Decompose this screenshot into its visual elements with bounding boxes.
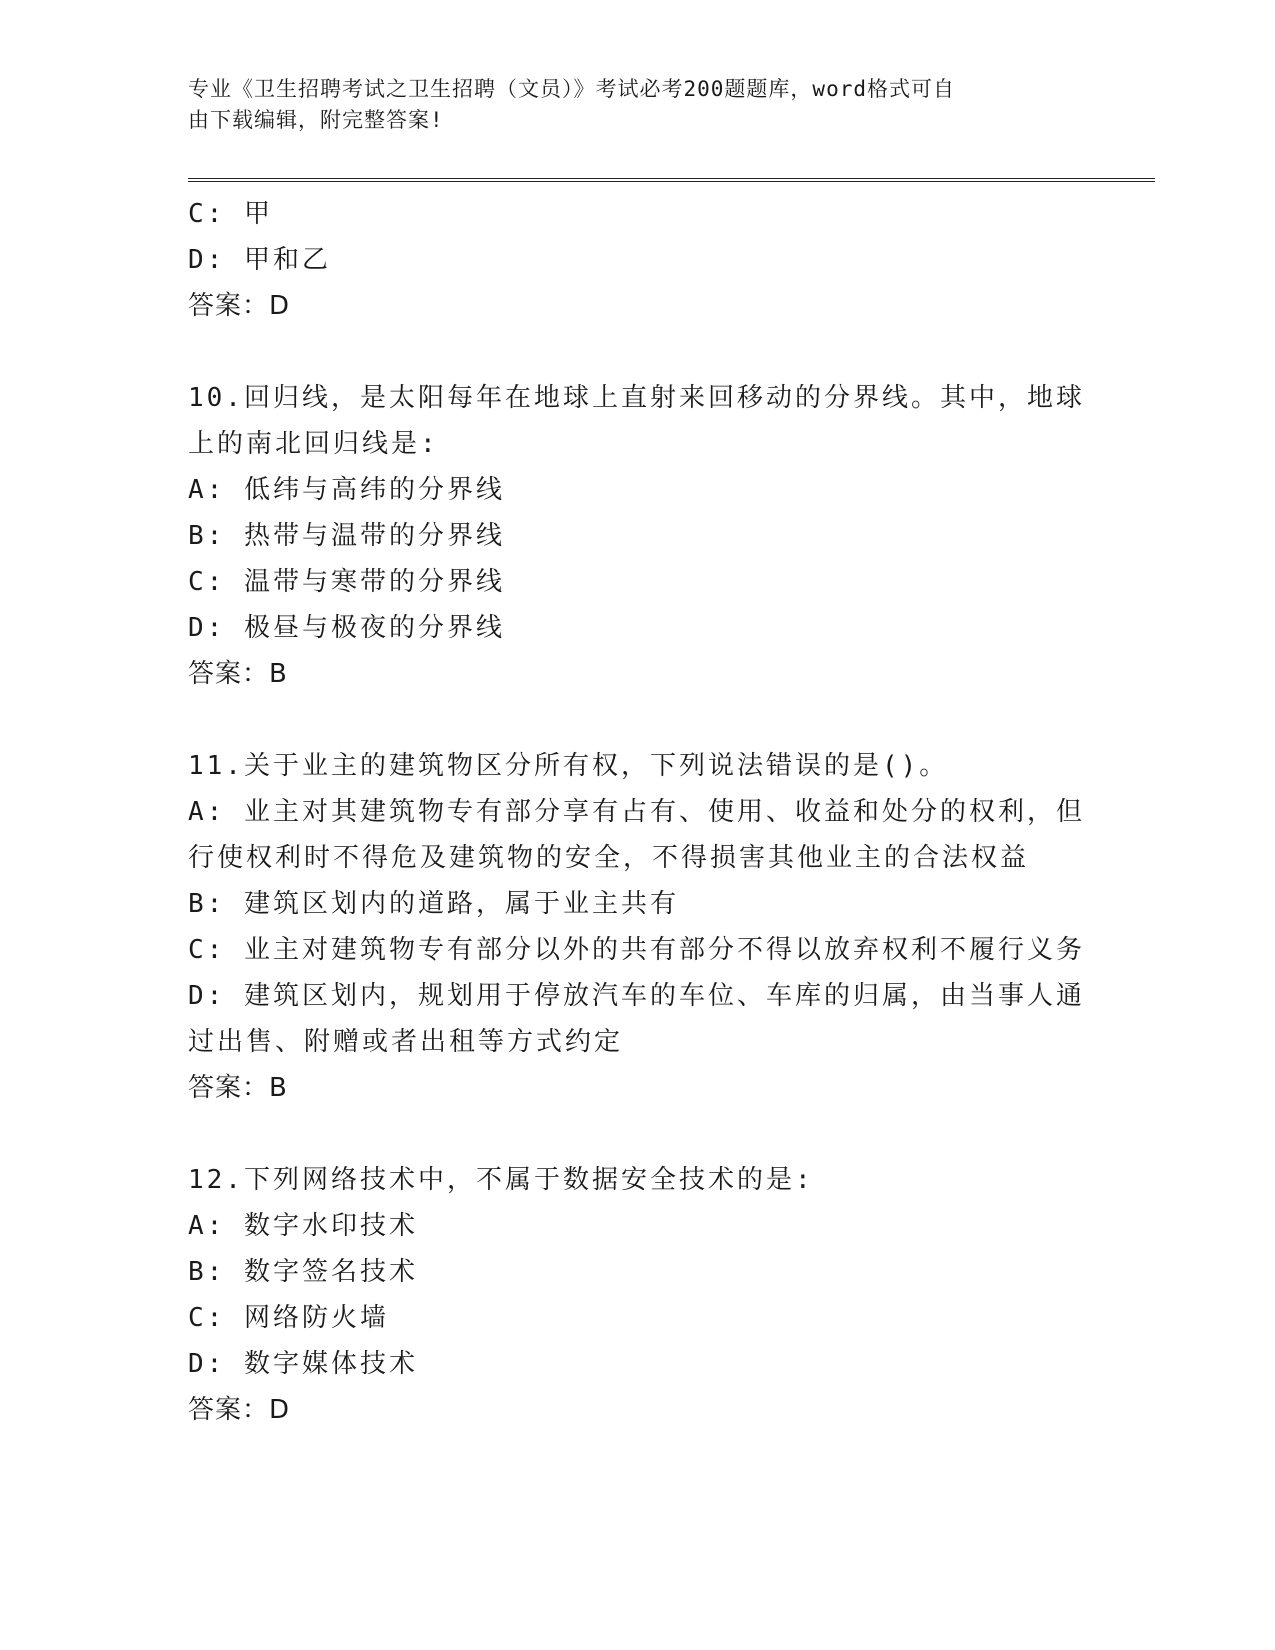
option-d: D: 甲和乙 (188, 245, 331, 275)
option-d: D: 极昼与极夜的分界线 (188, 613, 505, 643)
spacer (188, 697, 1088, 743)
spacer (188, 329, 1088, 375)
answer: 答案：B (188, 659, 288, 689)
option-b: B: 数字签名技术 (188, 1257, 418, 1287)
option-c: C: 业主对建筑物专有部分以外的共有部分不得以放弃权利不履行义务 (188, 935, 1085, 965)
option-d-cont: 过出售、附赠或者出租等方式约定 (188, 1027, 624, 1057)
spacer (188, 1111, 1088, 1157)
question-list (188, 191, 1088, 1433)
option-a: A: 低纬与高纬的分界线 (188, 475, 505, 505)
option-a-cont: 行使权利时不得危及建筑物的安全，不得损害其他业主的合法权益 (188, 843, 1030, 873)
question-stem-cont: 上的南北回归线是: (188, 429, 439, 459)
header-rule (188, 178, 1155, 182)
option-b: B: 建筑区划内的道路，属于业主共有 (188, 889, 679, 919)
answer: 答案：D (188, 1395, 291, 1425)
option-d: D: 数字媒体技术 (188, 1349, 418, 1379)
option-b: B: 热带与温带的分界线 (188, 521, 505, 551)
answer: 答案：B (188, 1073, 288, 1103)
option-d: D: 建筑区划内，规划用于停放汽车的车位、车库的归属，由当事人通 (188, 981, 1085, 1011)
option-c: C: 网络防火墙 (188, 1303, 389, 1333)
question-12 (188, 1157, 1088, 1433)
header-line-1: 专业《卫生招聘考试之卫生招聘（文员）》考试必考200题题库，word格式可自 (188, 77, 955, 101)
answer: 答案：D (188, 291, 291, 321)
option-a: A: 业主对其建筑物专有部分享有占有、使用、收益和处分的权利，但 (188, 797, 1085, 827)
page-header (188, 74, 1068, 136)
header-line-2: 由下载编辑，附完整答案! (188, 108, 444, 132)
question-9 (188, 191, 1088, 329)
option-c: C: 甲 (188, 199, 273, 229)
option-a: A: 数字水印技术 (188, 1211, 418, 1241)
question-10 (188, 375, 1088, 697)
question-11 (188, 743, 1088, 1111)
option-c: C: 温带与寒带的分界线 (188, 567, 505, 597)
question-stem: 12.下列网络技术中，不属于数据安全技术的是: (188, 1165, 814, 1195)
question-stem: 11.关于业主的建筑物区分所有权，下列说法错误的是()。 (188, 751, 949, 781)
question-stem: 10.回归线，是太阳每年在地球上直射来回移动的分界线。其中，地球 (188, 383, 1085, 413)
